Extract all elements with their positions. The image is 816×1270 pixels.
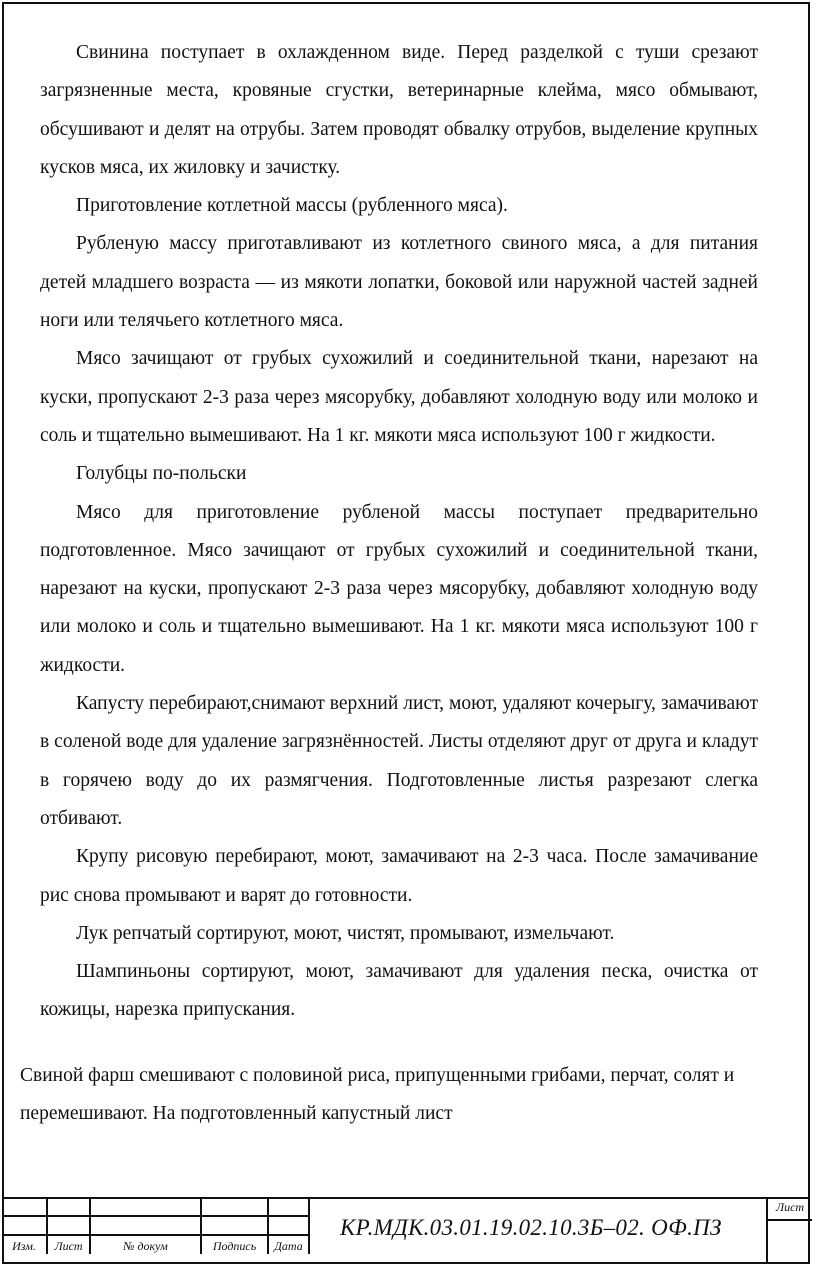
col-docnum-label: № докум xyxy=(90,1235,201,1254)
col-date-label: Дата xyxy=(268,1235,309,1254)
col-list-label: Лист xyxy=(47,1235,90,1254)
col-izm-label: Изм. xyxy=(2,1235,47,1254)
paragraph-cabbage: Капусту перебирают,снимают верхний лист, моют, удаляют кочерыгу, замачивают в соленой воде для удаление загрязнённостей. Листы отделяют друг от друга и кладут в горячею воду до их размягчения. Подготовленные листья разрезают слегка отбивают. xyxy=(40,693,758,829)
paragraph-meat-cleaning: Мясо зачищают от грубых сухожилий и соединительной ткани, нарезают на куски, пропускают 2-3 раза через мясорубку, добавляют холодную воду или молоко и соль и тщательно вымешивают. На 1 кг. мякоти мяса используют 100 г жидкости. xyxy=(40,348,758,446)
paragraph-pork-intake: Свинина поступает в охлажденном виде. Перед разделкой с туши срезают загрязненные места, кровяные сгустки, ветеринарные клейма, мясо обмывают, обсушивают и делят на отрубы. Затем проводят обвалку отрубов, выделение крупных кусков мяса, их жиловку и зачистку. xyxy=(40,42,758,178)
cell xyxy=(90,1216,201,1235)
paragraph-stuffing: Свиной фарш смешивают с половиной риса, припущенными грибами, перчат, солят и перемешивают. На подготовленный капустный лист xyxy=(20,1065,735,1125)
cell xyxy=(201,1216,268,1235)
cell xyxy=(47,1216,90,1235)
document-code: КР.МДК.03.01.19.02.10.3Б–02. ОФ.ПЗ xyxy=(340,1215,722,1240)
paragraph-meat-prep: Мясо для приготовление рубленой массы поступает предварительно подготовленное. Мясо зачищают от грубых сухожилий и соединительной ткани, нарезают на куски, пропускают 2-3 раза через мясорубку, добавляют холодную воду или молоко и соль и тщательно вымешивают. На 1 кг. мякоти мяса используют 100 г жидкости. xyxy=(40,501,758,676)
cell xyxy=(268,1197,309,1216)
heading-cutlet-mass: Приготовление котлетной массы (рубленного мяса). xyxy=(76,195,508,217)
body-text xyxy=(40,34,758,1030)
cell xyxy=(2,1197,47,1216)
col-sign-label: Подпись xyxy=(201,1235,268,1254)
sheet-label: Лист xyxy=(768,1200,812,1221)
paragraph-minced-mass: Рубленую массу приготавливают из котлетного свиного мяса, а для питания детей младшего возраста — из мякоти лопатки, боковой или наружной частей задней ноги или телячьего котлетного мяса. xyxy=(40,233,758,332)
cell xyxy=(90,1197,201,1216)
heading-cabbage-rolls: Голубцы по-польски xyxy=(76,463,247,485)
paragraph-mushrooms: Шампиньоны сортируют, моют, замачивают для удаления песка, очистка от кожицы, нарезка припускания. xyxy=(40,961,758,1021)
title-block-grid xyxy=(2,1197,310,1254)
paragraph-onion: Лук репчатый сортируют, моют, чистят, промывают, измельчают. xyxy=(76,922,615,944)
cell xyxy=(268,1216,309,1235)
cell xyxy=(47,1197,90,1216)
sheet-number-box xyxy=(766,1197,810,1264)
cell xyxy=(2,1216,47,1235)
paragraph-rice: Крупу рисовую перебирают, моют, замачивают на 2-3 часа. После замачивание рис снова промывают и варят до готовности. xyxy=(40,846,758,906)
cell xyxy=(201,1197,268,1216)
title-block xyxy=(2,1197,810,1264)
